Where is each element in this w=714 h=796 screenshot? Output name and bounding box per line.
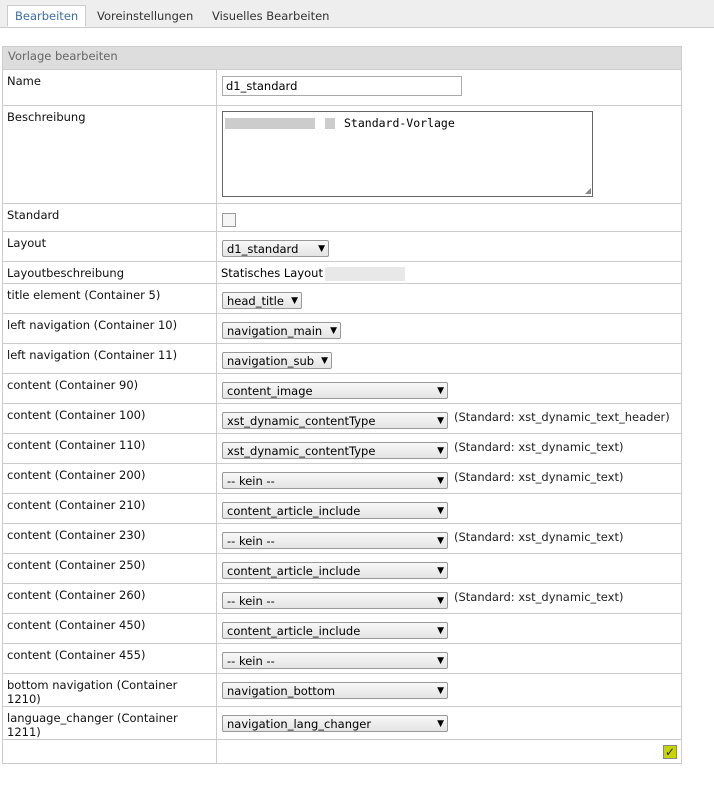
container-row bbox=[3, 554, 682, 584]
dropdown-arrow-icon: ▼ bbox=[437, 566, 444, 576]
blurred-text bbox=[325, 267, 405, 281]
container-label: title element (Container 5) bbox=[3, 284, 217, 314]
dropdown-arrow-icon: ▼ bbox=[437, 386, 444, 396]
container-row bbox=[3, 584, 682, 614]
container-select[interactable] bbox=[222, 622, 448, 639]
container-label: content (Container 90) bbox=[3, 374, 217, 404]
container-select-value: -- kein -- bbox=[227, 534, 275, 548]
dropdown-arrow-icon: ▼ bbox=[437, 506, 444, 516]
container-row bbox=[3, 494, 682, 524]
container-row bbox=[3, 284, 682, 314]
container-select-value: content_article_include bbox=[227, 564, 361, 578]
dropdown-arrow-icon: ▼ bbox=[437, 476, 444, 486]
standard-hint: (Standard: xst_dynamic_text) bbox=[454, 470, 624, 484]
dropdown-arrow-icon: ▼ bbox=[437, 416, 444, 426]
container-label: content (Container 260) bbox=[3, 584, 217, 614]
container-select-value: navigation_bottom bbox=[227, 684, 336, 698]
container-value-cell bbox=[217, 284, 682, 314]
container-select[interactable] bbox=[222, 292, 302, 309]
container-row bbox=[3, 674, 682, 707]
container-select-value: navigation_sub bbox=[227, 354, 315, 368]
container-select[interactable] bbox=[222, 472, 448, 489]
container-label: language_changer (Container 1211) bbox=[3, 707, 217, 740]
container-value-cell bbox=[217, 344, 682, 374]
dropdown-arrow-icon: ▼ bbox=[437, 446, 444, 456]
container-label: content (Container 450) bbox=[3, 614, 217, 644]
dropdown-arrow-icon: ▼ bbox=[291, 296, 298, 306]
section-title: Vorlage bearbeiten bbox=[3, 47, 682, 70]
empty-cell bbox=[3, 740, 217, 764]
container-value-cell bbox=[217, 524, 682, 554]
container-value-cell bbox=[217, 614, 682, 644]
container-select[interactable] bbox=[222, 352, 332, 369]
container-select[interactable] bbox=[222, 442, 448, 459]
standard-hint: (Standard: xst_dynamic_text) bbox=[454, 530, 624, 544]
container-select-value: xst_dynamic_contentType bbox=[227, 414, 376, 428]
layout-select-value: d1_standard bbox=[227, 242, 299, 256]
container-value-cell bbox=[217, 464, 682, 494]
tab-visuelles-bearbeiten[interactable]: Visuelles Bearbeiten bbox=[212, 9, 330, 23]
standard-hint: (Standard: xst_dynamic_text) bbox=[454, 590, 624, 604]
container-value-cell bbox=[217, 374, 682, 404]
container-value-cell bbox=[217, 707, 682, 740]
container-select[interactable] bbox=[222, 652, 448, 669]
container-label: content (Container 230) bbox=[3, 524, 217, 554]
layoutbeschreibung-label: Layoutbeschreibung bbox=[3, 262, 217, 284]
tab-bar bbox=[0, 0, 714, 28]
container-select[interactable] bbox=[222, 382, 448, 399]
container-value-cell bbox=[217, 434, 682, 464]
container-select-value: xst_dynamic_contentType bbox=[227, 444, 376, 458]
container-label: left navigation (Container 10) bbox=[3, 314, 217, 344]
container-select-value: navigation_main bbox=[227, 324, 323, 338]
container-label: content (Container 250) bbox=[3, 554, 217, 584]
container-row bbox=[3, 344, 682, 374]
container-select[interactable] bbox=[222, 592, 448, 609]
container-label: bottom navigation (Container 1210) bbox=[3, 674, 217, 707]
container-select[interactable] bbox=[222, 412, 448, 429]
container-select-value: navigation_lang_changer bbox=[227, 717, 372, 731]
container-value-cell bbox=[217, 674, 682, 707]
check-icon[interactable]: ✓ bbox=[664, 745, 676, 759]
container-label: content (Container 110) bbox=[3, 434, 217, 464]
container-select[interactable] bbox=[222, 532, 448, 549]
container-row bbox=[3, 404, 682, 434]
container-value-cell bbox=[217, 644, 682, 674]
resize-grip-icon[interactable]: ◢ bbox=[584, 186, 591, 195]
container-row bbox=[3, 614, 682, 644]
tab-bearbeiten[interactable]: Bearbeiten bbox=[7, 5, 86, 27]
blurred-text bbox=[225, 118, 315, 129]
tab-voreinstellungen[interactable]: Voreinstellungen bbox=[97, 9, 194, 23]
container-value-cell bbox=[217, 494, 682, 524]
beschreibung-textarea[interactable] bbox=[222, 111, 593, 197]
dropdown-arrow-icon: ▼ bbox=[437, 536, 444, 546]
container-row bbox=[3, 464, 682, 494]
dropdown-arrow-icon: ▼ bbox=[330, 326, 337, 336]
dropdown-arrow-icon: ▼ bbox=[437, 626, 444, 636]
container-row bbox=[3, 434, 682, 464]
container-label: content (Container 210) bbox=[3, 494, 217, 524]
container-select[interactable] bbox=[222, 502, 448, 519]
container-value-cell bbox=[217, 404, 682, 434]
container-select-value: -- kein -- bbox=[227, 474, 275, 488]
container-select[interactable] bbox=[222, 322, 341, 339]
template-form bbox=[2, 46, 682, 764]
container-row bbox=[3, 374, 682, 404]
container-value-cell bbox=[217, 554, 682, 584]
container-row bbox=[3, 644, 682, 674]
container-select-value: content_image bbox=[227, 384, 313, 398]
container-row bbox=[3, 707, 682, 740]
beschreibung-label: Beschreibung bbox=[3, 106, 217, 204]
name-label: Name bbox=[3, 70, 217, 106]
blurred-text bbox=[325, 118, 335, 129]
container-select-value: content_article_include bbox=[227, 624, 361, 638]
container-select-value: -- kein -- bbox=[227, 654, 275, 668]
container-value-cell bbox=[217, 584, 682, 614]
dropdown-arrow-icon: ▼ bbox=[437, 686, 444, 696]
name-input[interactable] bbox=[222, 76, 462, 96]
beschreibung-text: Standard-Vorlage bbox=[344, 116, 455, 130]
dropdown-arrow-icon: ▼ bbox=[437, 719, 444, 729]
dropdown-arrow-icon: ▼ bbox=[437, 656, 444, 666]
standard-hint: (Standard: xst_dynamic_text) bbox=[454, 440, 624, 454]
standard-checkbox[interactable] bbox=[222, 213, 236, 227]
standard-label: Standard bbox=[3, 204, 217, 232]
dropdown-arrow-icon: ▼ bbox=[318, 244, 325, 254]
submit-cell bbox=[217, 740, 682, 764]
container-select-value: content_article_include bbox=[227, 504, 361, 518]
container-select-value: -- kein -- bbox=[227, 594, 275, 608]
layoutbeschreibung-cell bbox=[217, 262, 682, 284]
container-select[interactable] bbox=[222, 715, 448, 732]
layout-label: Layout bbox=[3, 232, 217, 262]
container-row bbox=[3, 314, 682, 344]
dropdown-arrow-icon: ▼ bbox=[437, 596, 444, 606]
container-label: left navigation (Container 11) bbox=[3, 344, 217, 374]
container-label: content (Container 100) bbox=[3, 404, 217, 434]
layoutbeschreibung-value: Statisches Layout bbox=[221, 266, 323, 280]
container-select[interactable] bbox=[222, 562, 448, 579]
standard-hint: (Standard: xst_dynamic_text_header) bbox=[454, 410, 670, 424]
container-select-value: head_title bbox=[227, 294, 284, 308]
container-value-cell bbox=[217, 314, 682, 344]
layout-select[interactable] bbox=[222, 240, 329, 257]
container-row bbox=[3, 524, 682, 554]
container-label: content (Container 200) bbox=[3, 464, 217, 494]
dropdown-arrow-icon: ▼ bbox=[321, 356, 328, 366]
container-select[interactable] bbox=[222, 682, 448, 699]
container-label: content (Container 455) bbox=[3, 644, 217, 674]
